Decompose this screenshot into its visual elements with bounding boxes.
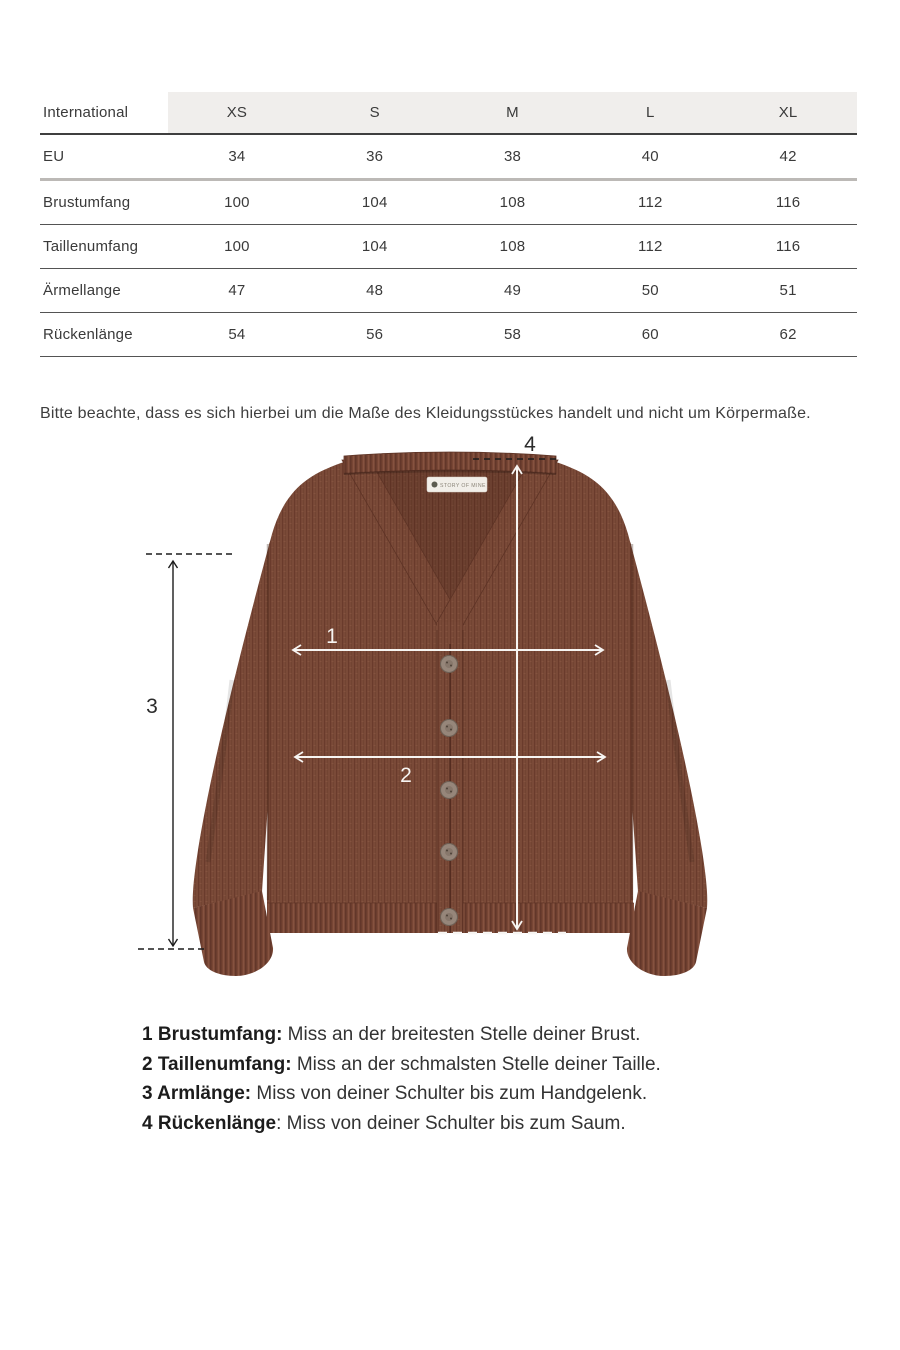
size-value: 38 <box>503 148 522 165</box>
size-value: 49 <box>503 282 522 299</box>
size-value: 47 <box>228 282 246 299</box>
legend-term: 2 Taillenumfang: <box>142 1053 292 1075</box>
legend-item-taillenumfang <box>142 1050 661 1080</box>
table-header-row <box>40 92 857 135</box>
size-value: 116 <box>775 238 801 255</box>
size-value: 62 <box>779 326 797 343</box>
size-value: 104 <box>361 238 388 255</box>
measurement-legend <box>142 1020 661 1138</box>
legend-term: 1 Brustumfang: <box>142 1024 283 1045</box>
row-label: Taillenumfang <box>43 238 139 255</box>
column-header-international: International <box>43 104 129 121</box>
size-value: 34 <box>228 148 246 165</box>
row-label: EU <box>43 148 65 165</box>
table-row-aermellange <box>40 269 857 313</box>
legend-desc: : Miss von deiner Schulter bis zum Saum. <box>276 1112 626 1134</box>
table-row-taillenumfang <box>40 225 857 269</box>
row-label: Rückenlänge <box>43 326 133 343</box>
size-value: 54 <box>228 326 246 343</box>
back-length-label: 4 <box>524 433 536 456</box>
legend-desc: Miss an der breitesten Stelle deiner Brust. <box>282 1024 641 1045</box>
size-value: 100 <box>224 194 250 211</box>
cardigan-illustration <box>0 430 900 1005</box>
legend-term: 3 Armlänge: <box>142 1083 252 1104</box>
size-table <box>40 92 857 357</box>
size-value: 56 <box>366 326 384 343</box>
size-value: 48 <box>366 282 384 299</box>
legend-term: 4 Rückenlänge <box>142 1112 277 1134</box>
size-value: 104 <box>361 194 388 211</box>
measurement-note: Bitte beachte, dass es sich hierbei um die Maße des Kleidungsstückes handelt und nicht um Körpermaße. <box>40 405 811 422</box>
size-value: 108 <box>499 238 526 255</box>
arm-length-label: 3 <box>146 695 158 718</box>
size-value: 116 <box>775 194 801 211</box>
table-row-eu <box>40 135 857 181</box>
size-value: 108 <box>499 194 526 211</box>
table-row-rueckenlaenge <box>40 313 857 357</box>
size-value: 51 <box>779 282 797 299</box>
brand-tag-text: STORY OF MINE <box>440 482 486 489</box>
column-header-xs: XS <box>168 92 306 133</box>
column-header-m: M <box>444 92 582 133</box>
legend-item-rueckenlaenge <box>142 1109 661 1139</box>
row-label: Ärmellange <box>43 282 121 299</box>
size-value: 60 <box>641 326 659 343</box>
column-header-xl: XL <box>719 92 857 133</box>
brand-logo-icon <box>432 482 438 488</box>
size-value: 36 <box>366 148 384 165</box>
table-row-brustumfang <box>40 181 857 225</box>
legend-item-armlaenge <box>142 1079 661 1109</box>
size-value: 112 <box>638 238 663 255</box>
cardigan-graphic <box>193 452 708 976</box>
legend-desc: Miss an der schmalsten Stelle deiner Taille. <box>291 1053 661 1075</box>
size-value: 50 <box>641 282 659 299</box>
legend-item-brustumfang <box>142 1020 661 1050</box>
brand-tag <box>427 477 487 492</box>
column-header-s: S <box>306 92 444 133</box>
waist-label: 2 <box>400 764 412 787</box>
size-value: 40 <box>641 148 659 165</box>
size-value: 42 <box>779 148 797 165</box>
row-label: Brustumfang <box>43 194 131 211</box>
column-header-l: L <box>581 92 719 133</box>
size-value: 58 <box>503 326 522 343</box>
legend-desc: Miss von deiner Schulter bis zum Handgelenk. <box>251 1083 648 1104</box>
size-value: 100 <box>224 238 250 255</box>
size-value: 112 <box>638 194 663 211</box>
chest-label: 1 <box>326 625 338 648</box>
